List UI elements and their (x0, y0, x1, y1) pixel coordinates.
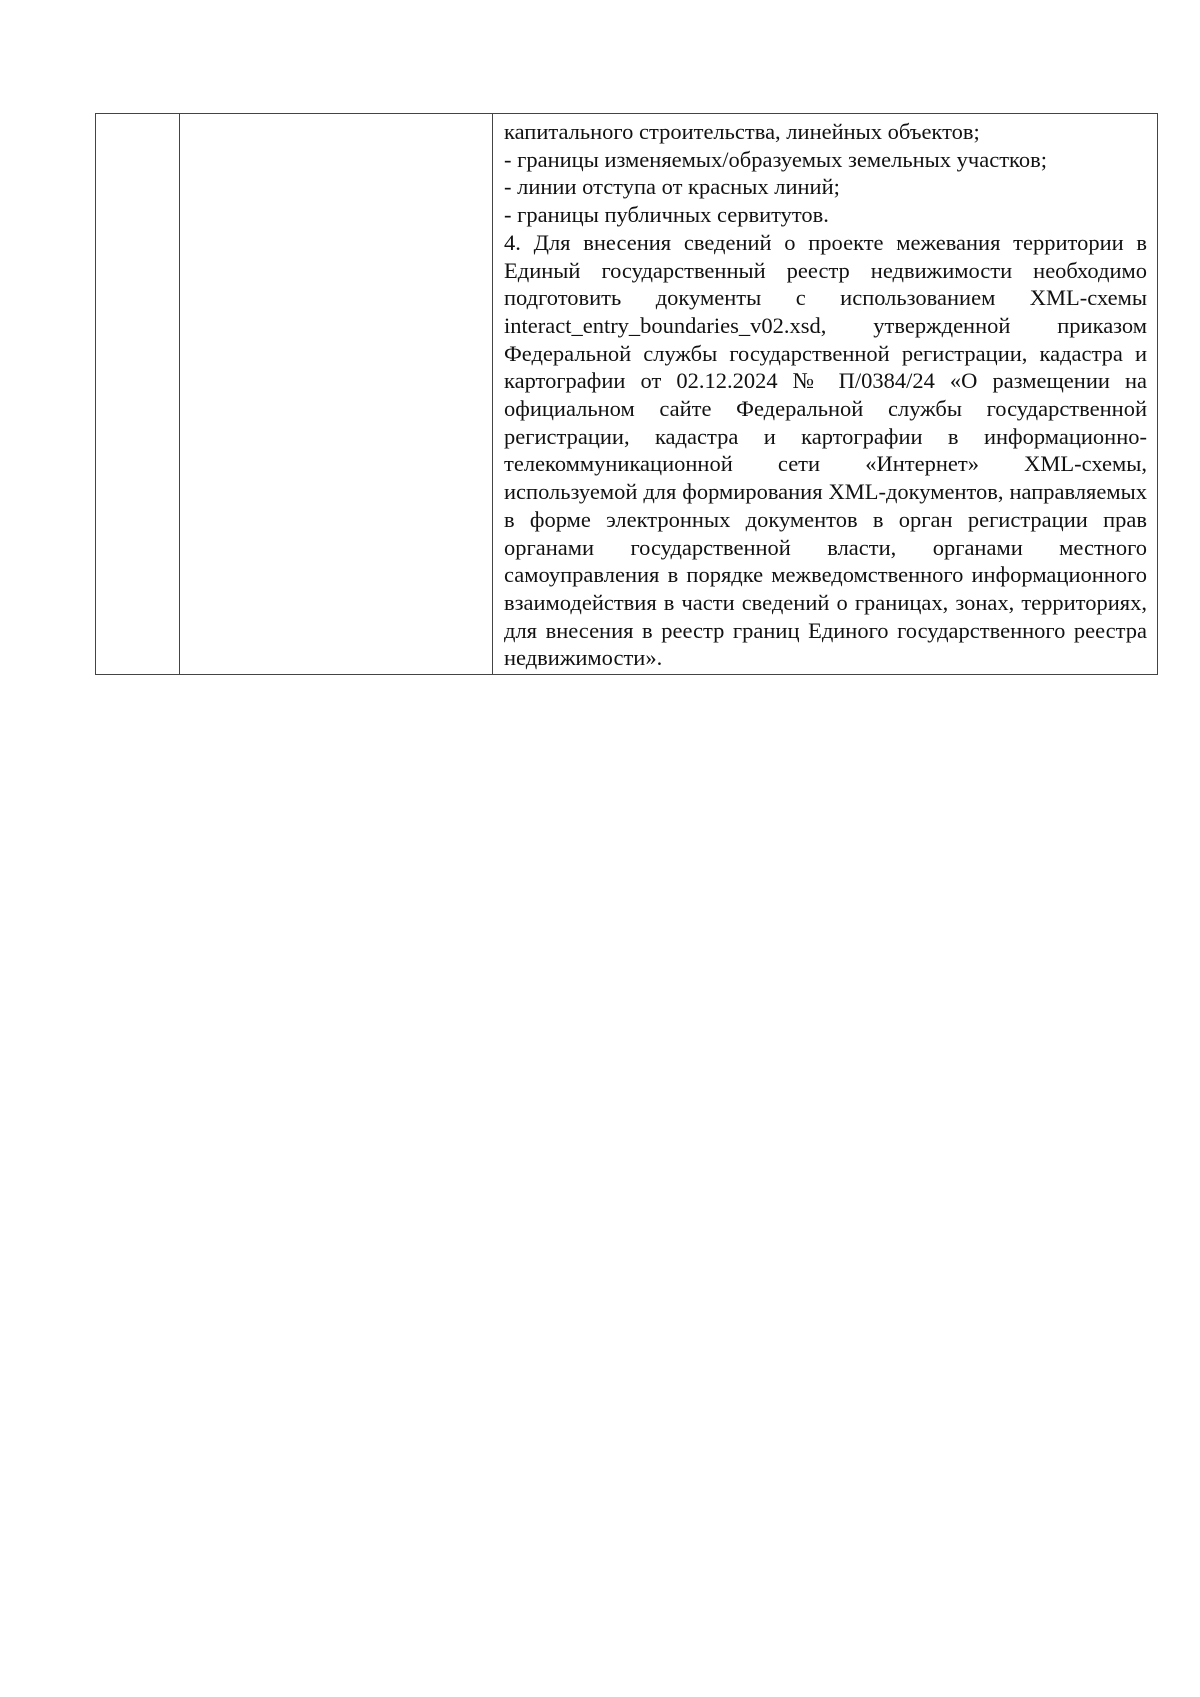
description-text (493, 114, 1157, 674)
text-line: капитального строительства, линейных объектов; (504, 119, 980, 144)
item-4-paragraph: 4. Для внесения сведений о проекте межевания территории в Единый государственный реестр недвижимости необходимо подготовить документы с использованием XML-схемы interact_entry_boundaries_v02.xsd, утвержденной приказом Федеральной службы государственной регистрации, кадастра и картографии от 02.12.2024 № П/0384/24 «О размещении на официальном сайте Федеральной службы государственной регистрации, кадастра и картографии в информационно-телекоммуникационной сети «Интернет» XML-схемы, используемой для формирования XML-документов, направляемых в форме электронных документов в орган регистрации прав органами государственной власти, органами местного самоуправления в порядке межведомственного информационного взаимодействия в части сведений о границах, зонах, территориях, для внесения в реестр границ Единого государственного реестра недвижимости». (504, 229, 1147, 671)
text-line: - линии отступа от красных линий; (504, 174, 840, 200)
text-line: - границы изменяемых/образуемых земельных участков; (504, 146, 1047, 172)
table-row (96, 114, 1158, 675)
text-line: - границы публичных сервитутов. (504, 202, 829, 228)
table-cell-name (180, 114, 493, 675)
document-table (95, 113, 1158, 675)
table-cell-number (96, 114, 180, 675)
table-cell-description (493, 114, 1158, 675)
